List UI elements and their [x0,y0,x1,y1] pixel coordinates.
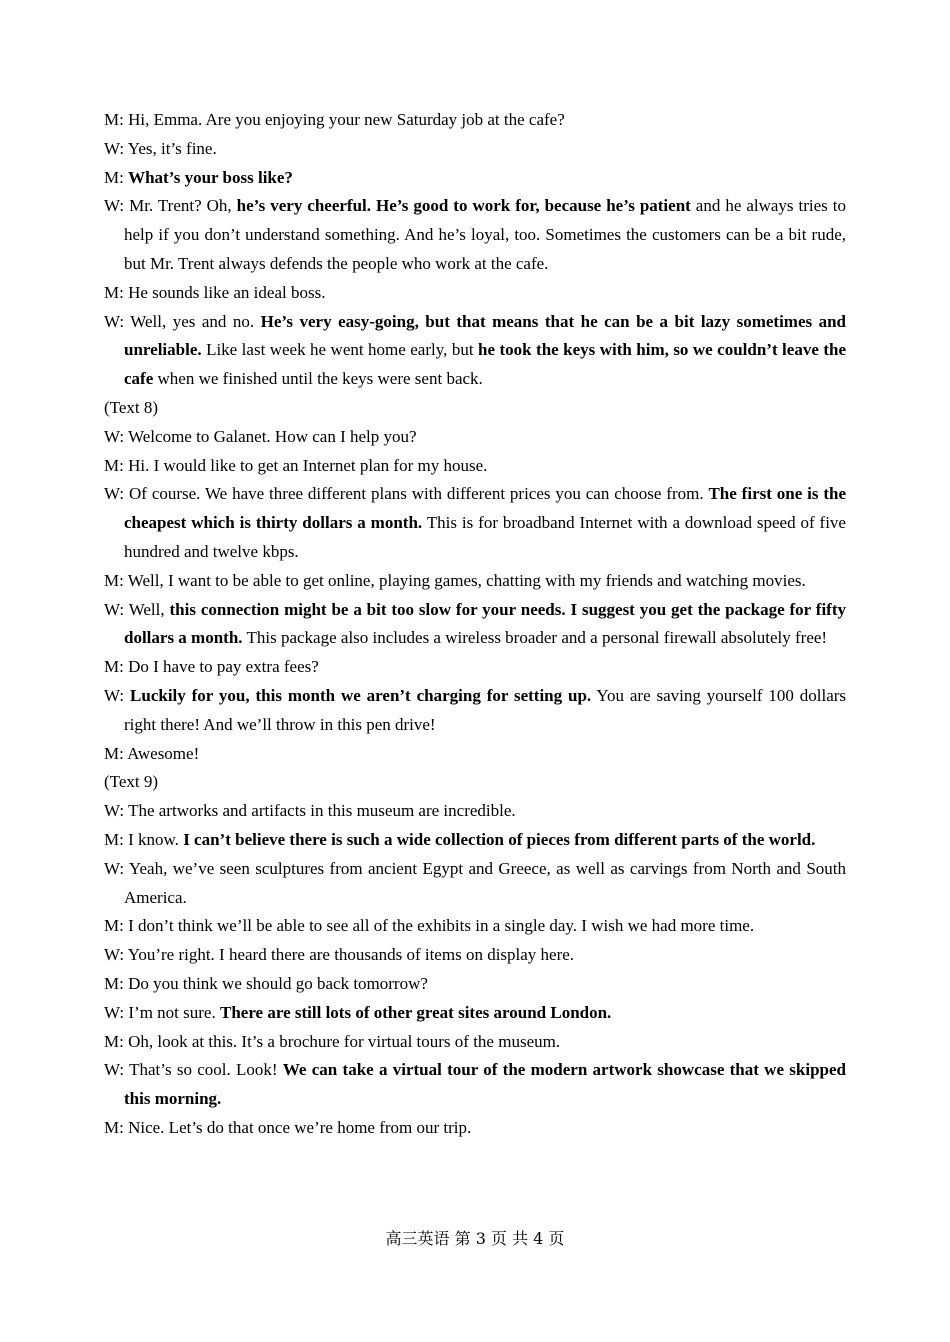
dialogue-line [104,999,846,1028]
text: M: I know. [104,829,184,849]
dialogue-line [104,740,846,769]
dialogue-line [104,941,846,970]
text: Like last week he went home early, but [201,340,479,360]
text: M: Nice. Let’s do that once we’re home from our trip. [104,1117,472,1137]
bold-text: Luckily for you, this month we aren’t charging for setting up. [130,685,592,705]
dialogue-line [104,164,846,193]
text: M: Awesome! [104,743,200,763]
bold-text: I can’t believe there is such a wide collection of pieces from different parts of the world. [183,829,816,849]
bold-text: he took the keys with him, so we couldn’t leave the cafe [124,340,846,389]
dialogue-line [104,308,846,394]
text: W: The artworks and artifacts in this museum are incredible. [104,801,516,821]
text: This package also includes a wireless broader and a personal firewall absolutely free! [242,628,828,648]
text: M: Hi, Emma. Are you enjoying your new Saturday job at the cafe? [104,110,565,129]
text: M: Hi. I would like to get an Internet plan for my house. [104,455,488,475]
dialogue-line [104,1028,846,1057]
dialogue-line [104,192,846,278]
text: W: Mr. Trent? Oh, [104,196,237,216]
dialogue-line [104,1056,846,1114]
text: W: Of course. We have three different plans with different prices you can choose from. [104,484,709,504]
dialogue-line [104,653,846,682]
bold-text: The first one is the cheapest which is thirty dollars a month. [124,484,846,533]
text: (Text 8) [104,397,159,417]
text: W: Well, [104,599,170,619]
text: and he always tries to help if you don’t understand something. And he’s loyal, too. Sometimes the customers can be a bit rude, but Mr. Trent always defends the people who work at the cafe. [124,196,846,273]
text: M: Oh, look at this. It’s a brochure for virtual tours of the museum. [104,1031,561,1051]
text: when we finished until the keys were sent back. [153,369,483,389]
text: You are saving yourself 100 dollars right there! And we’ll throw in this pen drive! [124,685,847,734]
text: W: Welcome to Galanet. How can I help you? [104,426,417,446]
dialogue-line [104,826,846,855]
text: This is for broadband Internet with a download speed of five hundred and twelve kbps. [124,513,846,561]
dialogue-line [104,567,846,596]
dialogue-line [104,106,846,135]
dialogue-line [104,135,846,164]
text: M: Do I have to pay extra fees? [104,657,319,677]
text: M: Do you think we should go back tomorrow? [104,973,428,993]
dialogue-line [104,1114,846,1143]
text: M: Well, I want to be able to get online, playing games, chatting with my friends and watching movies. [104,570,806,590]
dialogue-line [104,970,846,999]
dialogue-line [104,423,846,452]
bold-text: He’s very easy-going, but that means that he can be a bit lazy sometimes and unreliable. [124,311,847,360]
text: M: He sounds like an ideal boss. [104,282,326,302]
text: W: You’re right. I heard there are thousands of items on display here. [104,945,575,965]
bold-text: What’s your boss like? [128,167,293,187]
bold-text: There are still lots of other great sites around London. [219,1002,612,1022]
dialogue-line [104,682,846,740]
dialogue-line [104,855,846,913]
text: W: I’m not sure. [104,1002,220,1022]
text: W: Yeah, we’ve seen sculptures from ancient Egypt and Greece, as well as carvings from North and South America. [104,858,846,907]
dialogue-line [104,279,846,308]
dialogue-line [104,480,846,566]
text: W: Yes, it’s fine. [104,138,217,158]
text: W: [104,685,131,705]
transcript-body [104,106,846,1143]
text: W: Well, yes and no. [104,311,261,331]
bold-text: this connection might be a bit too slow for your needs. I suggest you get the package for fifty dollars a month. [124,599,846,648]
text: M: I don’t think we’ll be able to see all of the exhibits in a single day. I wish we had more time. [104,916,755,936]
section-heading [104,394,846,423]
dialogue-line [104,452,846,481]
page-footer: 高三英语 第 3 页 共 4 页 [385,1229,565,1248]
bold-text: he’s very cheerful. He’s good to work for, because he’s patient [236,196,691,216]
text: (Text 9) [104,772,159,792]
text: W: That’s so cool. Look! [104,1060,283,1080]
bold-text: We can take a virtual tour of the modern artwork showcase that we skipped this morning. [124,1060,846,1109]
text: M: [104,167,129,187]
section-heading [104,768,846,797]
dialogue-line [104,596,846,654]
dialogue-line [104,797,846,826]
dialogue-line [104,912,846,941]
